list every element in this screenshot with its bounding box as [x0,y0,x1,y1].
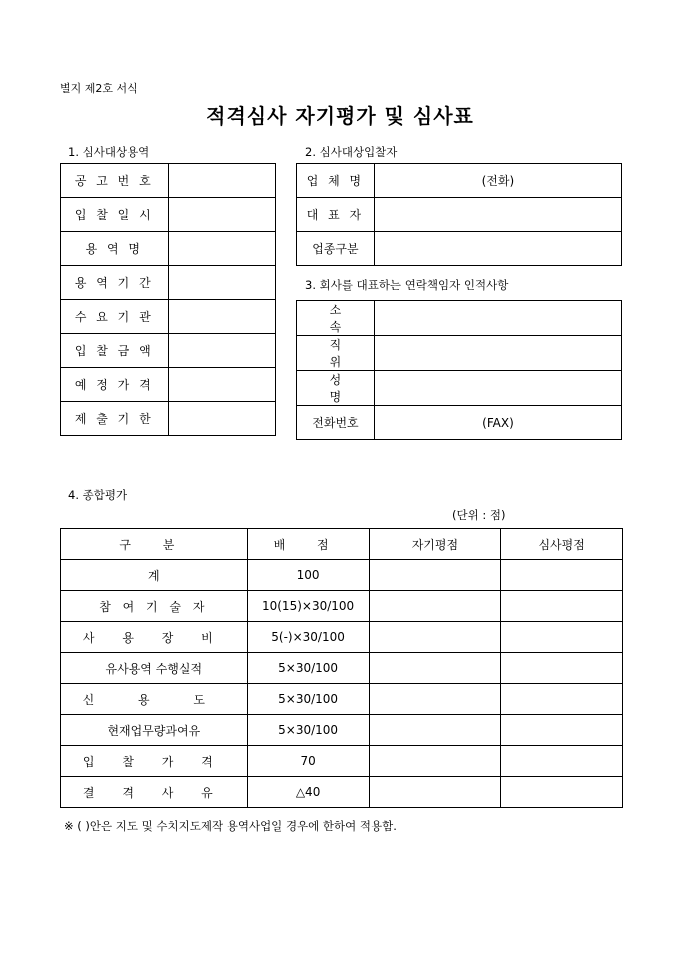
score-cell: 5(-)×30/100 [247,622,369,653]
label-cell: 제 출 기 한 [61,402,169,436]
self-score-cell[interactable] [369,777,501,808]
value-cell[interactable] [374,371,621,406]
label-cell: 소 속 [297,301,375,336]
value-cell[interactable] [168,232,275,266]
table-row [61,622,623,653]
section3-table [296,300,622,440]
table-row [297,336,622,371]
table-row [61,560,623,591]
table-row [61,300,276,334]
item-cell: 현재업무량과여유 [61,715,248,746]
self-score-cell[interactable] [369,560,501,591]
page-title: 적격심사 자기평가 및 심사표 [206,104,474,128]
section2-table [296,163,622,266]
section1-heading: 1. 심사대상용역 [68,145,150,159]
label-cell: 용 역 명 [61,232,169,266]
label-cell: 직 위 [297,336,375,371]
table-row [61,777,623,808]
score-cell: 5×30/100 [247,653,369,684]
value-cell[interactable]: (FAX) [374,406,621,440]
unit-label: (단위 : 점) [452,508,506,522]
item-cell: 계 [61,560,248,591]
review-score-cell[interactable] [501,715,623,746]
review-score-cell[interactable] [501,560,623,591]
section4-heading: 4. 종합평가 [68,488,128,502]
section1-table [60,163,276,436]
self-score-cell[interactable] [369,684,501,715]
value-cell[interactable] [168,334,275,368]
score-cell: 100 [247,560,369,591]
evaluation-table [60,528,623,808]
table-row [297,301,622,336]
value-cell[interactable] [168,198,275,232]
table-row [61,715,623,746]
table-row [61,164,276,198]
label-cell: 입 찰 일 시 [61,198,169,232]
self-score-cell[interactable] [369,715,501,746]
column-header: 배 점 [247,529,369,560]
score-cell: 5×30/100 [247,715,369,746]
value-cell[interactable] [168,266,275,300]
label-cell: 대 표 자 [297,198,375,232]
value-cell[interactable] [168,164,275,198]
self-score-cell[interactable] [369,622,501,653]
label-cell: 전화번호 [297,406,375,440]
value-cell[interactable]: (전화) [374,164,621,198]
table-header-row [61,529,623,560]
value-cell[interactable] [374,232,621,266]
item-cell: 신 용 도 [61,684,248,715]
score-cell: 10(15)×30/100 [247,591,369,622]
review-score-cell[interactable] [501,684,623,715]
table-row [61,266,276,300]
self-score-cell[interactable] [369,746,501,777]
table-row [297,232,622,266]
label-cell: 업 체 명 [297,164,375,198]
label-cell: 성 명 [297,371,375,406]
table-row [61,746,623,777]
table-row [61,232,276,266]
item-cell: 사 용 장 비 [61,622,248,653]
score-cell: 5×30/100 [247,684,369,715]
review-score-cell[interactable] [501,777,623,808]
review-score-cell[interactable] [501,746,623,777]
item-cell: 입 찰 가 격 [61,746,248,777]
table-row [61,591,623,622]
form-number: 별지 제2호 서식 [60,82,138,95]
table-row [297,198,622,232]
review-score-cell[interactable] [501,653,623,684]
table-row [297,371,622,406]
table-row [61,334,276,368]
value-cell[interactable] [168,402,275,436]
item-cell: 결 격 사 유 [61,777,248,808]
label-cell: 용 역 기 간 [61,266,169,300]
review-score-cell[interactable] [501,622,623,653]
self-score-cell[interactable] [369,591,501,622]
table-row [61,368,276,402]
table-row [61,653,623,684]
label-cell: 수 요 기 관 [61,300,169,334]
table-row [61,402,276,436]
label-cell: 공 고 번 호 [61,164,169,198]
section3-heading: 3. 회사를 대표하는 연락책임자 인적사항 [305,278,509,292]
self-score-cell[interactable] [369,653,501,684]
label-cell: 입 찰 금 액 [61,334,169,368]
value-cell[interactable] [374,336,621,371]
table-row [297,406,622,440]
column-header: 심사평점 [501,529,623,560]
item-cell: 참 여 기 술 자 [61,591,248,622]
review-score-cell[interactable] [501,591,623,622]
score-cell: 70 [247,746,369,777]
value-cell[interactable] [168,300,275,334]
value-cell[interactable] [374,301,621,336]
section2-heading: 2. 심사대상입찰자 [305,145,398,159]
table-row [61,684,623,715]
value-cell[interactable] [168,368,275,402]
table-row [61,198,276,232]
value-cell[interactable] [374,198,621,232]
column-header: 구 분 [61,529,248,560]
column-header: 자기평점 [369,529,501,560]
item-cell: 유사용역 수행실적 [61,653,248,684]
label-cell: 예 정 가 격 [61,368,169,402]
label-cell: 업종구분 [297,232,375,266]
footnote: ※ ( )안은 지도 및 수치지도제작 용역사업일 경우에 한하여 적용함. [64,819,397,833]
score-cell: △40 [247,777,369,808]
table-row [297,164,622,198]
